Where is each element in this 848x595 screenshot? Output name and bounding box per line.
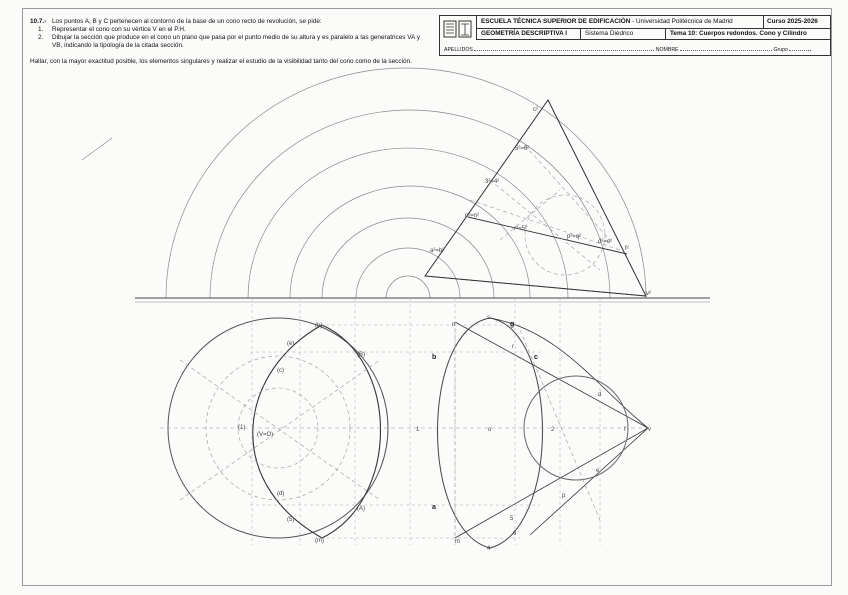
label-2: 2 <box>551 427 555 433</box>
label-s: s <box>487 315 490 321</box>
label-n: n²=n² <box>465 213 480 219</box>
section-curve-right <box>322 325 381 538</box>
label-A-paren: (A) <box>357 506 365 512</box>
construction-arc <box>322 218 494 298</box>
label-r: r <box>512 344 514 350</box>
label-4: 4 <box>487 546 491 552</box>
cone-outline <box>425 100 646 296</box>
label-m: m <box>455 539 460 545</box>
dashed-line <box>500 190 560 240</box>
construction-arc <box>166 68 646 298</box>
label-m-paren: (m) <box>315 538 324 544</box>
label-d-paren: (d) <box>277 491 285 497</box>
nombre-label: NOMBRE <box>655 47 679 53</box>
course-year: Curso 2025-2026 <box>763 16 830 29</box>
system-name: Sistema Diédrico <box>580 29 665 40</box>
elevation-construction <box>470 140 620 275</box>
construction-arc <box>356 248 460 298</box>
label-d: d <box>598 392 602 398</box>
construction-arc <box>386 276 430 298</box>
exercise-number: 10.7.- <box>30 18 47 25</box>
label-1-paren: (1) <box>238 425 246 431</box>
label-5: 5 <box>510 516 514 522</box>
label-p-q: p²=q² <box>567 234 582 240</box>
construction-arc <box>290 186 530 298</box>
label-v: v <box>648 427 651 433</box>
label-1: 1 <box>416 427 420 433</box>
label-B-paren: (B) <box>357 352 365 358</box>
statement-intro: Los puntos A, B y C pertenecen al contorno de la base de un cono recto de revolución, se pide: <box>52 18 322 25</box>
label-5-6: 5²=6² <box>515 146 530 152</box>
construction-arcs <box>82 68 646 298</box>
statement-closing: Hallar, con la mayor exactitud posible, los elementos singulares y realizar el estudio de la visibilidad tanto del cono como de la sección. <box>30 58 412 65</box>
label-6: 6 <box>513 531 517 537</box>
label-n: n <box>452 322 456 328</box>
label-a: a <box>432 504 436 511</box>
label-c2: c² <box>533 107 538 113</box>
dashed-line <box>520 140 610 240</box>
base-trace <box>425 276 646 296</box>
grupo-label: Grupo <box>773 47 788 53</box>
cone-elevation <box>425 100 646 296</box>
item-text: Representar el cono con su vértice V en el P.H. <box>52 26 186 33</box>
section-ellipse <box>438 318 543 548</box>
label-c: c <box>534 354 538 361</box>
label-r: r²=5² <box>514 226 527 232</box>
item-number: 2. <box>38 34 44 41</box>
label-b: b <box>432 354 437 361</box>
dashed-circle <box>525 195 605 275</box>
label-c-paren: (c) <box>277 368 284 374</box>
label-v2: v² <box>646 291 651 297</box>
subject-name: GEOMETRÍA DESCRIPTIVA I <box>476 29 580 40</box>
label-5-paren: (5) <box>287 517 295 523</box>
label-3-4: 3²=4² <box>485 179 500 185</box>
label-a-b: a²=b² <box>430 248 445 254</box>
label-e: e <box>596 468 600 474</box>
plan-right <box>438 318 649 548</box>
label-b-paren: (b) <box>315 323 323 329</box>
label-g: g <box>510 321 515 328</box>
label-f2: f² <box>625 246 629 252</box>
construction-arc <box>210 110 613 298</box>
university-name: - Universidad Politécnica de Madrid <box>632 18 733 25</box>
label-d-e: d²=e² <box>598 239 613 245</box>
item-text: Dibujar la sección que produce en el cono un plano que pasa por el punto medio de su altura y es paralelo a las generatrices VA y VB, indicando la tipología de la citada sección. <box>52 34 420 49</box>
plan-left-construction <box>160 356 400 500</box>
construction-tick <box>82 138 112 160</box>
construction-arc <box>248 148 568 298</box>
recall-lines <box>250 298 600 545</box>
label-v-o: (V=O) <box>257 432 274 438</box>
label-p: p <box>562 493 566 499</box>
topic-name: Tema 10: Cuerpos redondos. Cono y Cilindro <box>665 29 830 40</box>
label-e-paren: (e) <box>287 341 295 347</box>
label-f: f <box>624 427 626 433</box>
label-o: o <box>488 427 492 433</box>
item-number: 1. <box>38 26 44 33</box>
apellidos-label: APELLIDOS <box>444 47 473 53</box>
dashed-circle <box>238 388 318 468</box>
school-name: ESCUELA TÉCNICA SUPERIOR DE EDIFICACIÓN <box>481 18 631 25</box>
